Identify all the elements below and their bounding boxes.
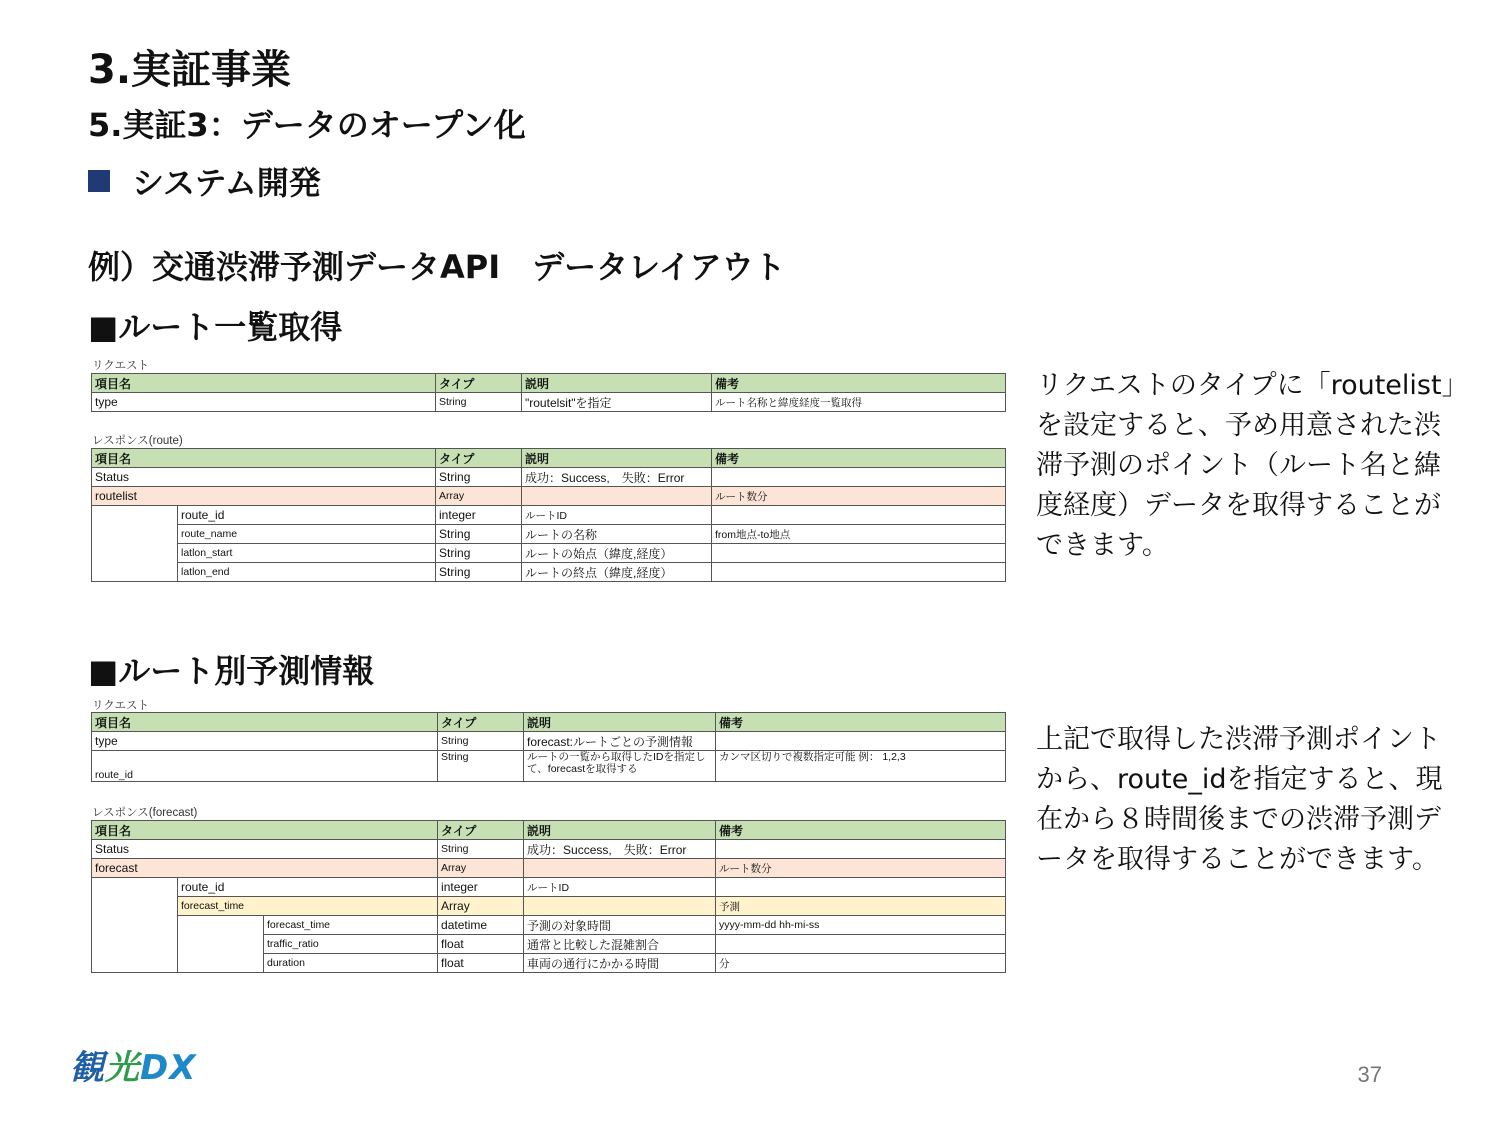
table-cell: [716, 878, 1006, 897]
indent-cell: [92, 935, 178, 954]
table-cell: ルートの一覧から取得したIDを指定して、forecastを取得する: [524, 751, 716, 782]
table-cell: 車両の通行にかかる時間: [524, 954, 716, 973]
table-cell: route_name: [178, 525, 436, 544]
table-cell: カンマ区切りで複数指定可能 例： 1,2,3: [716, 751, 1006, 782]
route-forecast-heading: ■ルート別予測情報: [88, 652, 375, 690]
table-cell: ルート数分: [712, 487, 1006, 506]
logo-char: DX: [140, 1048, 197, 1088]
route-forecast-request-table: [91, 712, 1006, 782]
column-header: 項目名: [92, 449, 436, 468]
column-header: 説明: [522, 374, 712, 393]
table-cell: String: [438, 751, 524, 782]
example-title: 例）交通渋滞予測データAPI データレイアウト: [88, 248, 786, 286]
table-cell: forecast:ルートごとの予測情報: [524, 732, 716, 751]
table-row: [92, 393, 1006, 412]
table-row: [92, 916, 1006, 935]
table-cell: ルートの始点（緯度,経度）: [522, 544, 712, 563]
table-cell: 予測: [716, 897, 1006, 916]
table-cell: ルートの名称: [522, 525, 712, 544]
table-cell: String: [436, 468, 522, 487]
table-cell: [716, 732, 1006, 751]
table-cell: ルートの終点（緯度,経度）: [522, 563, 712, 582]
logo-char: 観: [70, 1048, 105, 1088]
column-header: 備考: [716, 821, 1006, 840]
table-cell: forecast_time: [264, 916, 438, 935]
table-row: [92, 751, 1006, 782]
square-bullet-icon: [88, 170, 110, 192]
table-cell: Status: [92, 468, 436, 487]
table-cell: [716, 935, 1006, 954]
table-cell: traffic_ratio: [264, 935, 438, 954]
table-cell: latlon_end: [178, 563, 436, 582]
column-header: 説明: [522, 449, 712, 468]
table-header-row: [92, 821, 1006, 840]
column-header: 備考: [712, 374, 1006, 393]
table-cell: [524, 897, 716, 916]
section-heading: [88, 158, 321, 204]
table-row: [92, 840, 1006, 859]
indent-cell: [178, 935, 264, 954]
indent-cell: [92, 878, 178, 897]
page-number: 37: [1357, 1062, 1382, 1087]
table-cell: integer: [436, 506, 522, 525]
table-cell: Status: [92, 840, 438, 859]
table-row: [92, 935, 1006, 954]
route-forecast-response-table: [91, 820, 1006, 973]
table-row: [92, 878, 1006, 897]
table-cell: [716, 840, 1006, 859]
table-cell: String: [436, 393, 522, 412]
table-cell: route_id: [178, 878, 438, 897]
table-cell: ルート名称と緯度経度一覧取得: [712, 393, 1006, 412]
logo-char: 光: [105, 1048, 140, 1088]
table-cell: 成功：Success, 失敗：Error: [522, 468, 712, 487]
table-cell: [524, 859, 716, 878]
table-row: [92, 859, 1006, 878]
table-cell: String: [436, 525, 522, 544]
table-cell: 予測の対象時間: [524, 916, 716, 935]
table-cell: routelist: [92, 487, 436, 506]
table-cell: integer: [438, 878, 524, 897]
route-list-request-caption: リクエスト: [92, 360, 150, 372]
table-cell: String: [436, 544, 522, 563]
table-cell: String: [436, 563, 522, 582]
table-cell: duration: [264, 954, 438, 973]
table-row: [92, 544, 1006, 563]
table-cell: [522, 487, 712, 506]
table-cell: Array: [438, 897, 524, 916]
table-cell: yyyy-mm-dd hh-mi-ss: [716, 916, 1006, 935]
column-header: 項目名: [92, 713, 438, 732]
route-list-response-caption: レスポンス(route): [92, 435, 183, 447]
table-cell: [712, 563, 1006, 582]
column-header: 項目名: [92, 374, 436, 393]
table-cell: forecast: [92, 859, 438, 878]
indent-cell: [92, 916, 178, 935]
table-row: [92, 732, 1006, 751]
column-header: タイプ: [438, 821, 524, 840]
table-cell: [712, 468, 1006, 487]
table-cell: route_id: [178, 506, 436, 525]
table-cell: float: [438, 935, 524, 954]
table-row: [92, 506, 1006, 525]
route-forecast-response-caption: レスポンス(forecast): [92, 807, 198, 819]
table-cell: datetime: [438, 916, 524, 935]
route-list-description: リクエストのタイプに「routelist」を設定すると、予め用意された渋滞予測のポイント（ルート名と緯度経度）データを取得することができます。: [1036, 370, 1456, 561]
table-cell: Array: [438, 859, 524, 878]
table-cell: "routelsit"を指定: [522, 393, 712, 412]
table-row: [92, 954, 1006, 973]
table-header-row: [92, 449, 1006, 468]
table-cell: type: [92, 732, 438, 751]
table-cell: from地点-to地点: [712, 525, 1006, 544]
indent-cell: [92, 506, 178, 525]
section-heading-label: システム開発: [132, 164, 321, 202]
indent-cell: [178, 916, 264, 935]
table-header-row: [92, 374, 1006, 393]
table-row: [92, 487, 1006, 506]
page-title: 3.実証事業: [88, 47, 292, 93]
table-row: [92, 563, 1006, 582]
brand-logo: [70, 1040, 196, 1089]
indent-cell: [92, 954, 178, 973]
route-forecast-description: 上記で取得した渋滞予測ポイントから、route_idを指定すると、現在から８時間後までの渋滞予測データを取得することができます。: [1036, 724, 1443, 875]
column-header: タイプ: [436, 374, 522, 393]
column-header: タイプ: [438, 713, 524, 732]
column-header: 備考: [712, 449, 1006, 468]
table-cell: type: [92, 393, 436, 412]
table-cell: 通常と比較した混雑割合: [524, 935, 716, 954]
indent-cell: [92, 544, 178, 563]
route-list-heading: ■ルート一覧取得: [88, 308, 343, 346]
table-cell: ルートID: [524, 878, 716, 897]
column-header: タイプ: [436, 449, 522, 468]
indent-cell: [92, 525, 178, 544]
table-row: [92, 468, 1006, 487]
indent-cell: [178, 954, 264, 973]
column-header: 説明: [524, 821, 716, 840]
table-cell: ルート数分: [716, 859, 1006, 878]
table-cell: route_id: [92, 751, 438, 782]
route-list-response-table: [91, 448, 1006, 582]
column-header: 説明: [524, 713, 716, 732]
table-cell: 成功：Success, 失敗：Error: [524, 840, 716, 859]
page-subtitle: 5.実証3：データのオープン化: [88, 106, 526, 144]
table-cell: Array: [436, 487, 522, 506]
table-cell: [712, 544, 1006, 563]
route-forecast-request-caption: リクエスト: [92, 700, 150, 712]
table-cell: latlon_start: [178, 544, 436, 563]
column-header: 備考: [716, 713, 1006, 732]
column-header: 項目名: [92, 821, 438, 840]
table-cell: [712, 506, 1006, 525]
table-cell: 分: [716, 954, 1006, 973]
table-cell: forecast_time: [178, 897, 438, 916]
indent-cell: [92, 897, 178, 916]
table-cell: String: [438, 840, 524, 859]
table-header-row: [92, 713, 1006, 732]
indent-cell: [92, 563, 178, 582]
table-cell: float: [438, 954, 524, 973]
table-cell: ルートID: [522, 506, 712, 525]
table-row: [92, 525, 1006, 544]
table-cell: String: [438, 732, 524, 751]
route-list-request-table: [91, 373, 1006, 412]
table-row: [92, 897, 1006, 916]
